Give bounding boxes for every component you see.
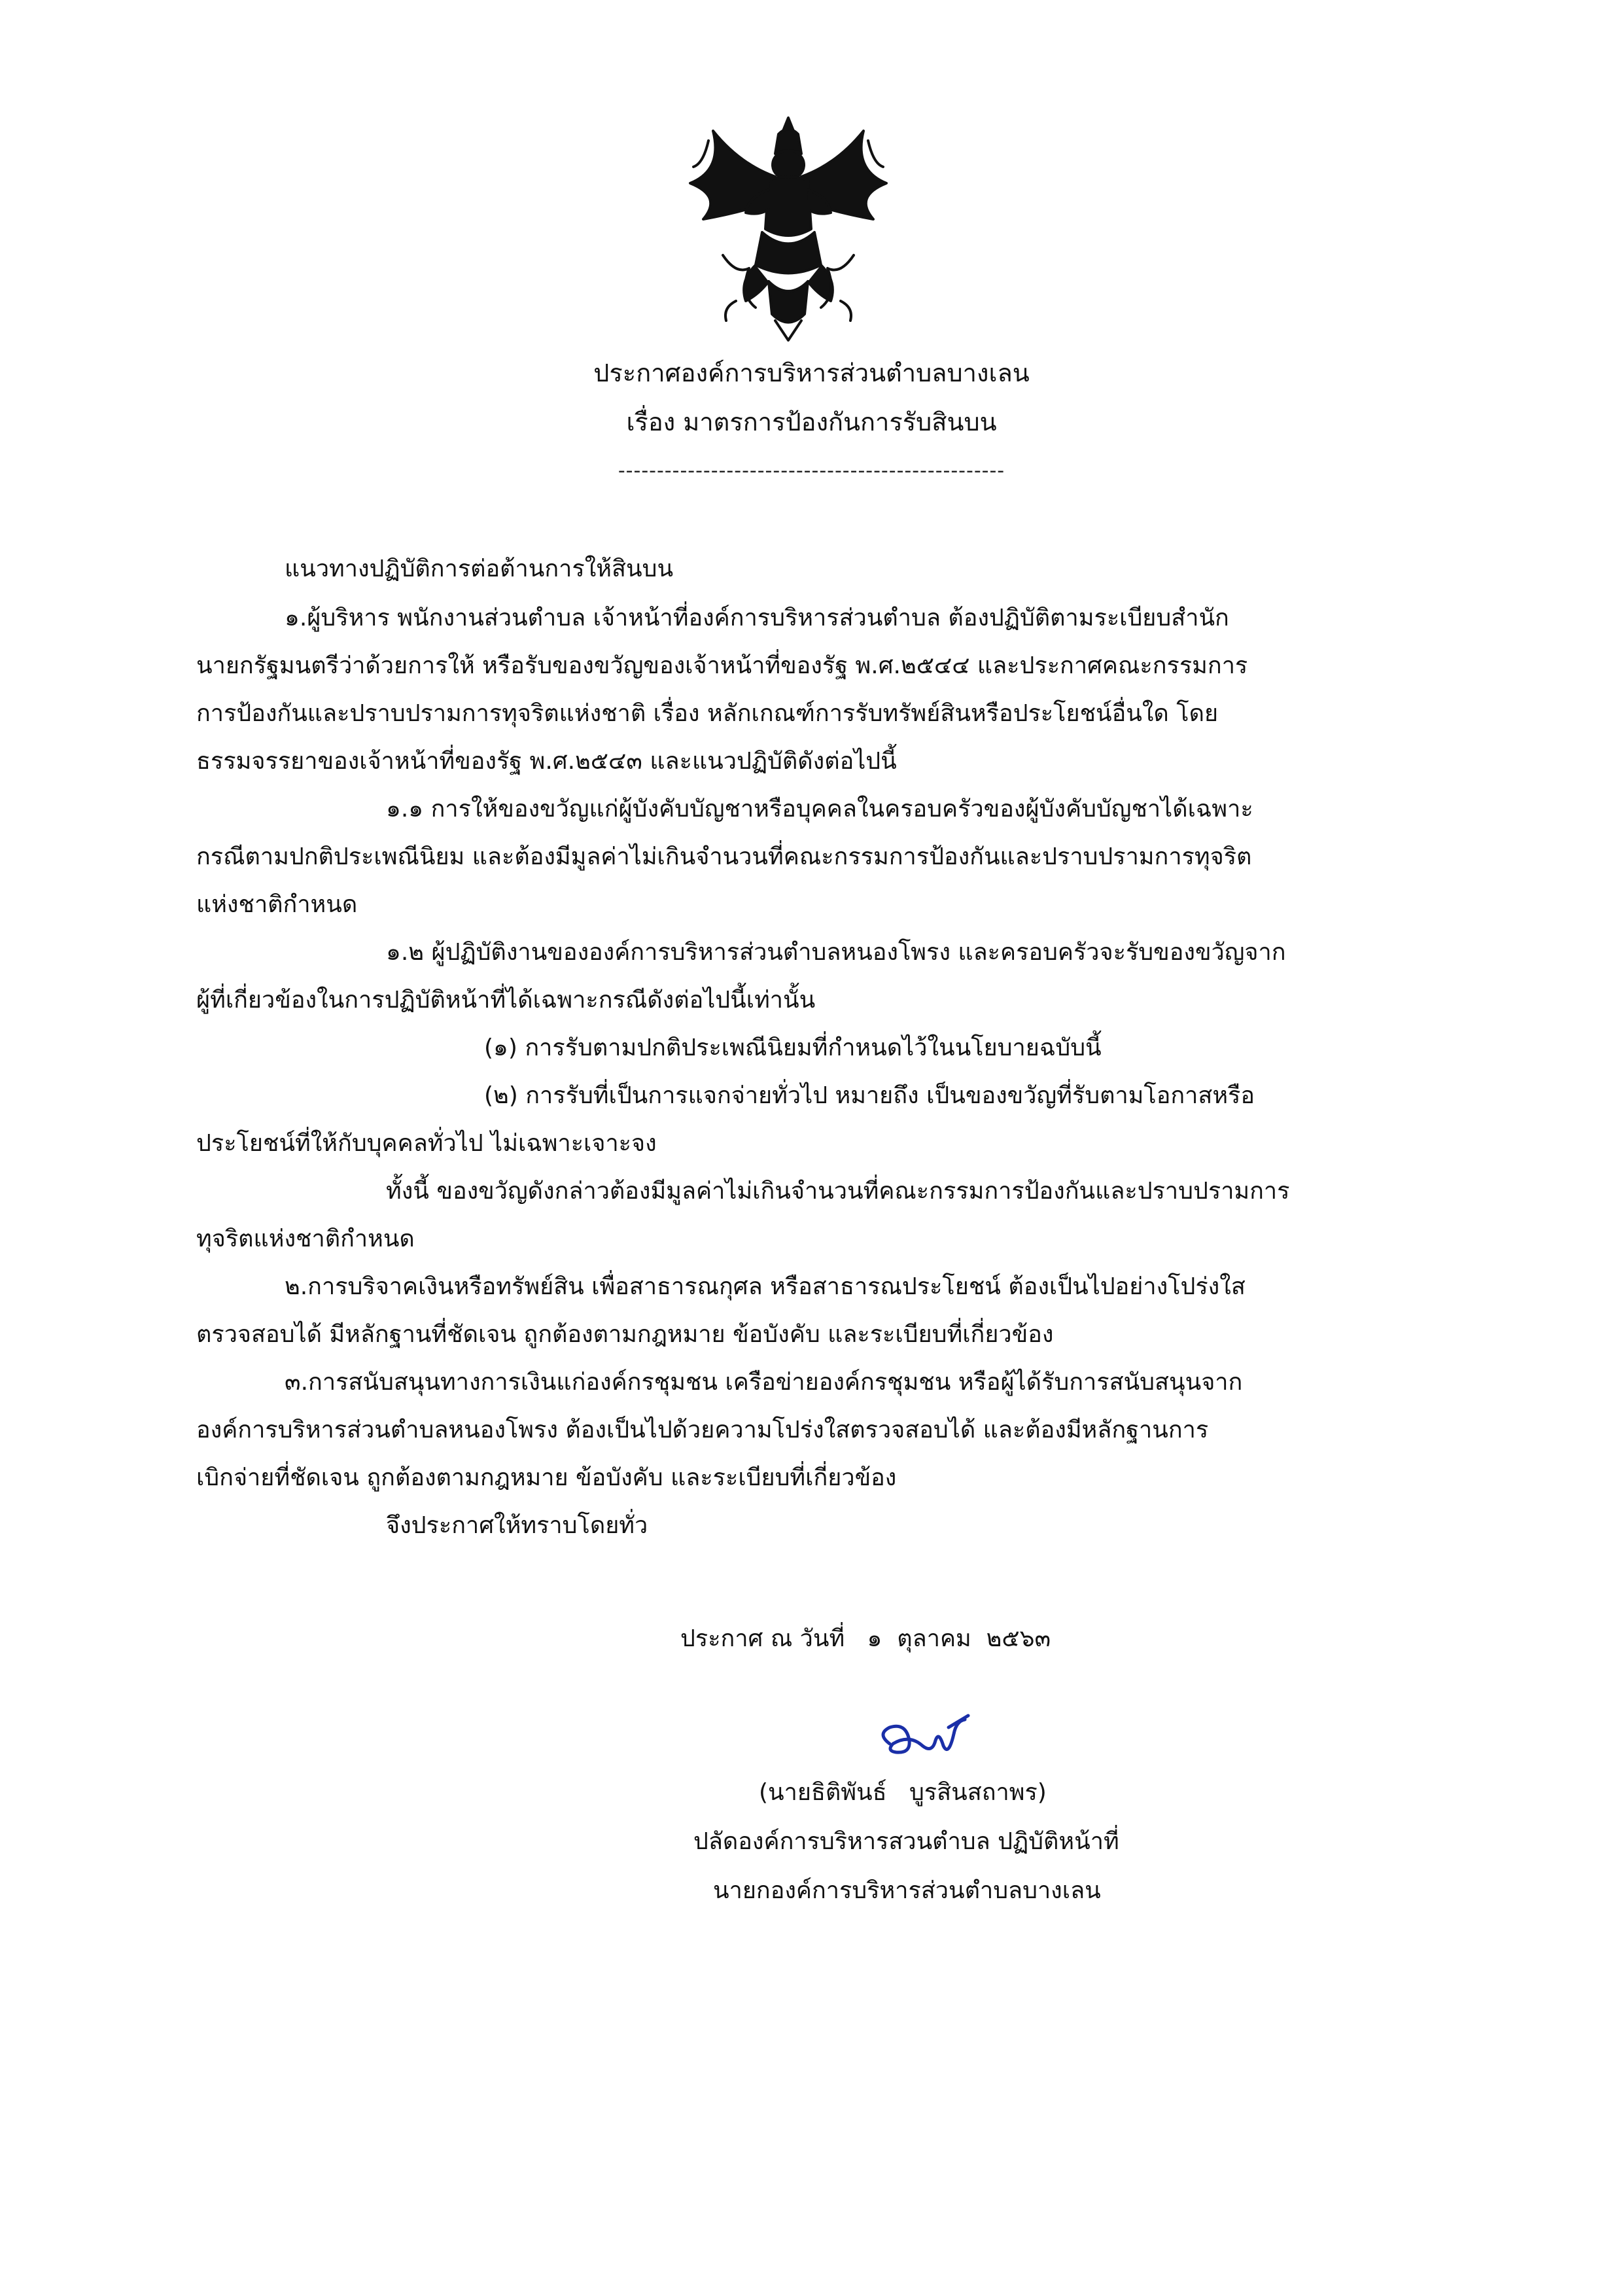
paragraph-3-line-2: องค์การบริหารส่วนตำบลหนองโพรง ต้องเป็นไปด้วยความโปร่งใสตรวจสอบได้ และต้องมีหลักฐานการ	[196, 1417, 1209, 1443]
paragraph-1-2-line-2: ผู้ที่เกี่ยวข้องในการปฏิบัติหน้าที่ได้เฉพาะกรณีดังต่อไปนี้เท่านั้น	[196, 987, 816, 1014]
paragraph-1-1-line-3: แห่งชาติกำหนด	[196, 891, 358, 918]
paragraph-1-line-2: นายกรัฐมนตรีว่าด้วยการให้ หรือรับของขวัญของเจ้าหน้าที่ของรัฐ พ.ศ.๒๕๔๔ และประกาศคณะกรรมการ	[196, 652, 1248, 679]
paragraph-1-2-line-1: ๑.๒ ผู้ปฏิบัติงานขององค์การบริหารส่วนตำบลหนองโพรง และครอบครัวจะรับของขวัญจาก	[386, 939, 1286, 966]
paragraph-2-line-1: ๒.การบริจาคเงินหรือทรัพย์สิน เพื่อสาธารณกุศล หรือสาธารณประโยชน์ ต้องเป็นไปอย่างโปร่งใส	[285, 1273, 1246, 1300]
closing-statement: จึงประกาศให้ทราบโดยทั่ว	[386, 1512, 648, 1539]
paragraph-1-line-1: ๑.ผู้บริหาร พนักงานส่วนตำบล เจ้าหน้าที่องค์การบริหารส่วนตำบล ต้องปฏิบัติตามระเบียบสำนัก	[285, 605, 1229, 631]
paragraph-2-line-2: ตรวจสอบได้ มีหลักฐานที่ชัดเจน ถูกต้องตามกฎหมาย ข้อบังคับ และระเบียบที่เกี่ยวข้อง	[196, 1321, 1054, 1348]
paragraph-1-line-3: การป้องกันและปราบปรามการทุจริตแห่งชาติ เรื่อง หลักเกณฑ์การรับทรัพย์สินหรือประโยชน์อื่นใด โดย	[196, 700, 1219, 727]
handwritten-signature	[870, 1708, 981, 1767]
announcement-subject: เรื่อง มาตรการป้องกันการรับสินบน	[626, 408, 997, 436]
list-item-2-line-1: (๒) การรับที่เป็นการแจกจ่ายทั่วไป หมายถึง เป็นของขวัญที่รับตามโอกาสหรือ	[484, 1082, 1255, 1109]
announcement-title: ประกาศองค์การบริหารส่วนตำบลบางเลน	[593, 359, 1030, 387]
announcement-date: ประกาศ ณ วันที่ ๑ ตุลาคม ๒๕๖๓	[680, 1625, 1051, 1652]
section-heading: แนวทางปฏิบัติการต่อต้านการให้สินบน	[285, 556, 674, 582]
paragraph-1-1-line-2: กรณีตามปกติประเพณีนิยม และต้องมีมูลค่าไม่เกินจำนวนที่คณะกรรมการป้องกันและปราบปรามการทุจริต	[196, 843, 1252, 870]
garuda-emblem-icon	[677, 105, 899, 347]
signer-name: (นายธิติพันธ์ บูรสินสถาพร)	[759, 1779, 1047, 1806]
signer-position-line-1: ปลัดองค์การบริหารสวนตำบล ปฏิบัติหน้าที่	[693, 1828, 1119, 1855]
paragraph-3-line-1: ๓.การสนับสนุนทางการเงินแก่องค์กรชุมชน เครือข่ายองค์กรชุมชน หรือผู้ได้รับการสนับสนุนจาก	[285, 1369, 1243, 1396]
note-line-2: ทุจริตแห่งชาติกำหนด	[196, 1226, 415, 1252]
list-item-1: (๑) การรับตามปกติประเพณีนิยมที่กำหนดไว้ในนโยบายฉบับนี้	[484, 1034, 1102, 1061]
note-line-1: ทั้งนี้ ของขวัญดังกล่าวต้องมีมูลค่าไม่เกินจำนวนที่คณะกรรมการป้องกันและปราบปรามการ	[386, 1178, 1290, 1205]
paragraph-1-line-4: ธรรมจรรยาของเจ้าหน้าที่ของรัฐ พ.ศ.๒๕๔๓ และแนวปฏิบัติดังต่อไปนี้	[196, 748, 897, 775]
paragraph-1-1-line-1: ๑.๑ การให้ของขวัญแก่ผู้บังคับบัญชาหรือบุคคลในครอบครัวของผู้บังคับบัญชาได้เฉพาะ	[386, 796, 1253, 822]
paragraph-3-line-3: เบิกจ่ายที่ชัดเจน ถูกต้องตามกฎหมาย ข้อบังคับ และระเบียบที่เกี่ยวข้อง	[196, 1464, 897, 1491]
signer-position-line-2: นายกองค์การบริหารส่วนตำบลบางเลน	[713, 1877, 1101, 1904]
title-divider: --------------------------------------------------	[618, 459, 1005, 482]
list-item-2-line-2: ประโยชน์ที่ให้กับบุคคลทั่วไป ไม่เฉพาะเจาะจง	[196, 1130, 657, 1157]
